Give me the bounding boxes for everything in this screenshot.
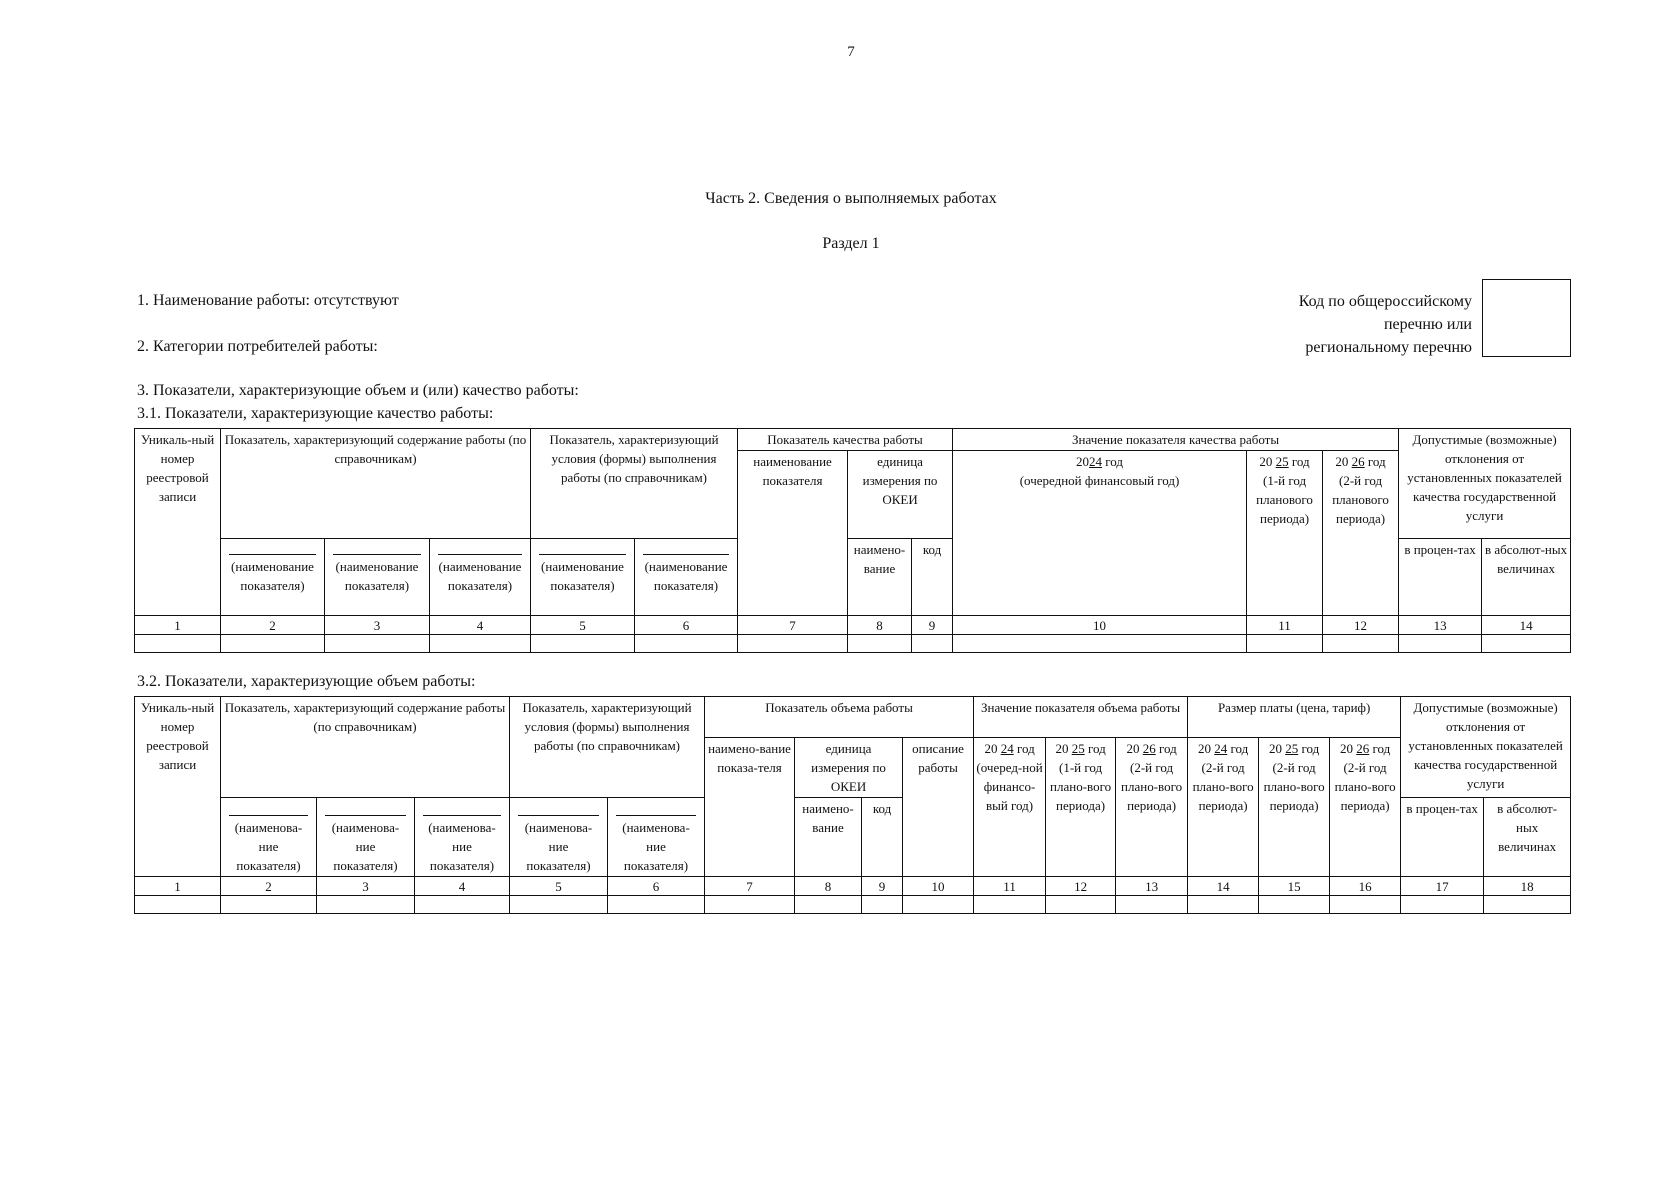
year-suffix: год (1369, 741, 1391, 756)
fee-header: Размер платы (цена, тариф) (1188, 697, 1401, 738)
consumer-categories-line: 2. Категории потребителей работы: (137, 338, 378, 355)
column-number: 9 (862, 877, 903, 896)
year-note: (очеред-ной финансо-вый год) (976, 760, 1043, 813)
fee-year-1-header (1188, 738, 1259, 877)
work-name-line: 1. Наименование работы: отсутствуют (137, 292, 399, 309)
content-sub-header (430, 539, 531, 616)
quality-section-title: 3.1. Показатели, характеризующие качество работы: (137, 405, 494, 422)
column-number: 14 (1482, 616, 1571, 635)
table-cell[interactable] (135, 635, 221, 653)
conditions-sub-header (531, 539, 635, 616)
year-suffix: год (1084, 741, 1106, 756)
indicator-name-sub: (наименова-ние показателя) (325, 815, 406, 875)
unit-name-sub-header: наимено-вание (848, 539, 912, 616)
column-number: 12 (1323, 616, 1399, 635)
year-value: 24 (1214, 741, 1228, 756)
quality-indicators-table (134, 428, 1571, 653)
deviation-absolute-header: в абсолют-ных величинах (1484, 798, 1571, 877)
deviation-absolute-header: в абсолют-ных величинах (1482, 539, 1571, 616)
column-number: 3 (317, 877, 415, 896)
fee-year-2-header (1259, 738, 1330, 877)
unit-code-sub-header: код (912, 539, 953, 616)
year-note: (2-й год плано-вого периода) (1192, 760, 1254, 813)
column-number: 15 (1259, 877, 1330, 896)
deviation-percent-header: в процен-тах (1399, 539, 1482, 616)
year-prefix: 20 (1268, 741, 1282, 756)
okei-unit-header: единица измерения по ОКЕИ (795, 738, 903, 798)
column-number: 12 (1046, 877, 1116, 896)
table-cell[interactable] (1401, 896, 1484, 914)
year-value: 26 (1356, 741, 1370, 756)
quality-value-header: Значение показателя качества работы (953, 429, 1399, 451)
year-value: 24 (1089, 454, 1103, 469)
table-cell[interactable] (1484, 896, 1571, 914)
year-note: (очередной финансовый год) (1019, 473, 1180, 488)
table-cell[interactable] (953, 635, 1247, 653)
column-number: 4 (415, 877, 510, 896)
year-prefix: 20 (1126, 741, 1140, 756)
table-cell[interactable] (1330, 896, 1401, 914)
indicator-name-sub: (наименова-ние показателя) (229, 815, 308, 875)
table-cell[interactable] (1482, 635, 1571, 653)
table-cell[interactable] (608, 896, 705, 914)
value-year-plan1-header (1046, 738, 1116, 877)
year-suffix: год (1013, 741, 1035, 756)
table-cell[interactable] (1046, 896, 1116, 914)
registry-code-label-line: региональному перечню (1305, 339, 1472, 356)
unit-code-sub-header: код (862, 798, 903, 877)
conditions-indicator-header: Показатель, характеризующий условия (формы) выполнения работы (по справочникам) (531, 429, 738, 539)
year-suffix: год (1364, 454, 1386, 469)
page-number: 7 (847, 44, 855, 60)
value-year-current-header (974, 738, 1046, 877)
year-value: 26 (1142, 741, 1156, 756)
registry-code-box[interactable] (1482, 279, 1571, 357)
column-number: 2 (221, 616, 325, 635)
year-prefix: 20 (1339, 741, 1353, 756)
year-current-header (953, 451, 1247, 616)
column-number: 10 (953, 616, 1247, 635)
indicator-name-sub: (наименова-ние показателя) (616, 815, 696, 875)
column-number: 11 (1247, 616, 1323, 635)
year-prefix: 20 (1055, 741, 1069, 756)
year-note: (1-й год планового периода) (1256, 473, 1313, 526)
registry-code-label-line: перечню или (1383, 316, 1472, 333)
conditions-sub-header (635, 539, 738, 616)
column-number: 16 (1330, 877, 1401, 896)
year-note: (2-й год планового периода) (1332, 473, 1389, 526)
year-note: (2-й год плано-вого периода) (1121, 760, 1183, 813)
work-description-header: описание работы (903, 738, 974, 877)
table-cell[interactable] (1323, 635, 1399, 653)
indicator-name-sub: (наименование показателя) (643, 554, 729, 595)
volume-indicators-table (134, 696, 1571, 914)
table-cell[interactable] (325, 635, 430, 653)
column-number: 17 (1401, 877, 1484, 896)
content-indicator-header: Показатель, характеризующий содержание работы (по справочникам) (221, 697, 510, 798)
year-note: (2-й год плано-вого периода) (1263, 760, 1325, 813)
table-cell[interactable] (1116, 896, 1188, 914)
conditions-sub-header (510, 798, 608, 877)
unique-number-header: Уникаль-ный номер реестровой записи (135, 429, 221, 616)
table-cell[interactable] (510, 896, 608, 914)
table-cell[interactable] (848, 635, 912, 653)
year-value: 25 (1071, 741, 1085, 756)
column-number: 13 (1399, 616, 1482, 635)
year-prefix: 20 (1259, 454, 1273, 469)
part-title: Часть 2. Сведения о выполняемых работах (705, 190, 997, 207)
volume-section-title: 3.2. Показатели, характеризующие объем работы: (137, 673, 476, 690)
deviation-header: Допустимые (возможные) отклонения от установленных показателей качества государственной услуги (1401, 697, 1571, 798)
table-cell[interactable] (221, 896, 317, 914)
table-cell[interactable] (221, 635, 325, 653)
column-number: 8 (795, 877, 862, 896)
table-cell[interactable] (1259, 896, 1330, 914)
indicator-name-sub: (наименование показателя) (333, 554, 421, 595)
year-prefix: 20 (1335, 454, 1349, 469)
column-number: 3 (325, 616, 430, 635)
column-number: 8 (848, 616, 912, 635)
value-year-plan2-header (1116, 738, 1188, 877)
content-sub-header (317, 798, 415, 877)
year-value: 25 (1285, 741, 1299, 756)
table-cell[interactable] (1188, 896, 1259, 914)
year-prefix: 20 (1197, 741, 1211, 756)
indicator-name-sub: (наименова-ние показателя) (518, 815, 599, 875)
section-title: Раздел 1 (822, 235, 880, 252)
deviation-percent-header: в процен-тах (1401, 798, 1484, 877)
content-sub-header (415, 798, 510, 877)
content-sub-header (325, 539, 430, 616)
year-suffix: год (1102, 454, 1124, 469)
column-number: 13 (1116, 877, 1188, 896)
table-cell[interactable] (135, 896, 221, 914)
column-number: 5 (510, 877, 608, 896)
table-cell[interactable] (1399, 635, 1482, 653)
quality-indicator-header: Показатель качества работы (738, 429, 953, 451)
year-suffix: год (1155, 741, 1177, 756)
indicator-name-sub: (наименование показателя) (539, 554, 626, 595)
table-cell[interactable] (795, 896, 862, 914)
volume-indicator-header: Показатель объема работы (705, 697, 974, 738)
table-cell[interactable] (415, 896, 510, 914)
indicator-name-sub: (наименование показателя) (229, 554, 316, 595)
column-number: 7 (738, 616, 848, 635)
unique-number-header: Уникаль-ный номер реестровой записи (135, 697, 221, 877)
indicator-name-sub: (наименование показателя) (438, 554, 522, 595)
year-value: 24 (1000, 741, 1014, 756)
year-note: (2-й год плано-вого периода) (1334, 760, 1396, 813)
column-number: 6 (635, 616, 738, 635)
column-number: 18 (1484, 877, 1571, 896)
year-plan2-header (1323, 451, 1399, 616)
indicator-name-sub: (наименова-ние показателя) (423, 815, 501, 875)
table-cell[interactable] (705, 896, 795, 914)
registry-code-label-line: Код по общероссийскому (1298, 293, 1472, 310)
table-cell[interactable] (738, 635, 848, 653)
indicator-name-header: наимено-вание показа-теля (705, 738, 795, 877)
column-number: 4 (430, 616, 531, 635)
okei-unit-header: единица измерения по ОКЕИ (848, 451, 953, 539)
year-suffix: год (1298, 741, 1320, 756)
table-cell[interactable] (635, 635, 738, 653)
year-prefix: 20 (1076, 454, 1090, 469)
year-suffix: год (1227, 741, 1249, 756)
column-number: 1 (135, 877, 221, 896)
table-cell[interactable] (912, 635, 953, 653)
table-cell[interactable] (317, 896, 415, 914)
column-number: 14 (1188, 877, 1259, 896)
content-indicator-header: Показатель, характеризующий содержание работы (по справочникам) (221, 429, 531, 539)
table-cell[interactable] (1247, 635, 1323, 653)
volume-value-header: Значение показателя объема работы (974, 697, 1188, 738)
deviation-header: Допустимые (возможные) отклонения от установленных показателей качества государственной услуги (1399, 429, 1571, 539)
year-value: 26 (1351, 454, 1365, 469)
column-number: 7 (705, 877, 795, 896)
table-cell[interactable] (430, 635, 531, 653)
year-suffix: год (1288, 454, 1310, 469)
content-sub-header (221, 539, 325, 616)
column-number: 11 (974, 877, 1046, 896)
column-number: 6 (608, 877, 705, 896)
conditions-sub-header (608, 798, 705, 877)
table-cell[interactable] (974, 896, 1046, 914)
column-number: 2 (221, 877, 317, 896)
fee-year-3-header (1330, 738, 1401, 877)
year-value: 25 (1275, 454, 1289, 469)
table-cell[interactable] (531, 635, 635, 653)
column-number: 1 (135, 616, 221, 635)
table-cell[interactable] (903, 896, 974, 914)
column-number: 5 (531, 616, 635, 635)
table-cell[interactable] (862, 896, 903, 914)
indicators-heading: 3. Показатели, характеризующие объем и (или) качество работы: (137, 382, 579, 399)
unit-name-sub-header: наимено-вание (795, 798, 862, 877)
year-note: (1-й год плано-вого периода) (1050, 760, 1112, 813)
indicator-name-header: наименование показателя (738, 451, 848, 616)
year-prefix: 20 (984, 741, 998, 756)
year-plan1-header (1247, 451, 1323, 616)
registry-code-label (1299, 290, 1472, 359)
column-number: 10 (903, 877, 974, 896)
conditions-indicator-header: Показатель, характеризующий условия (формы) выполнения работы (по справочникам) (510, 697, 705, 798)
content-sub-header (221, 798, 317, 877)
column-number: 9 (912, 616, 953, 635)
